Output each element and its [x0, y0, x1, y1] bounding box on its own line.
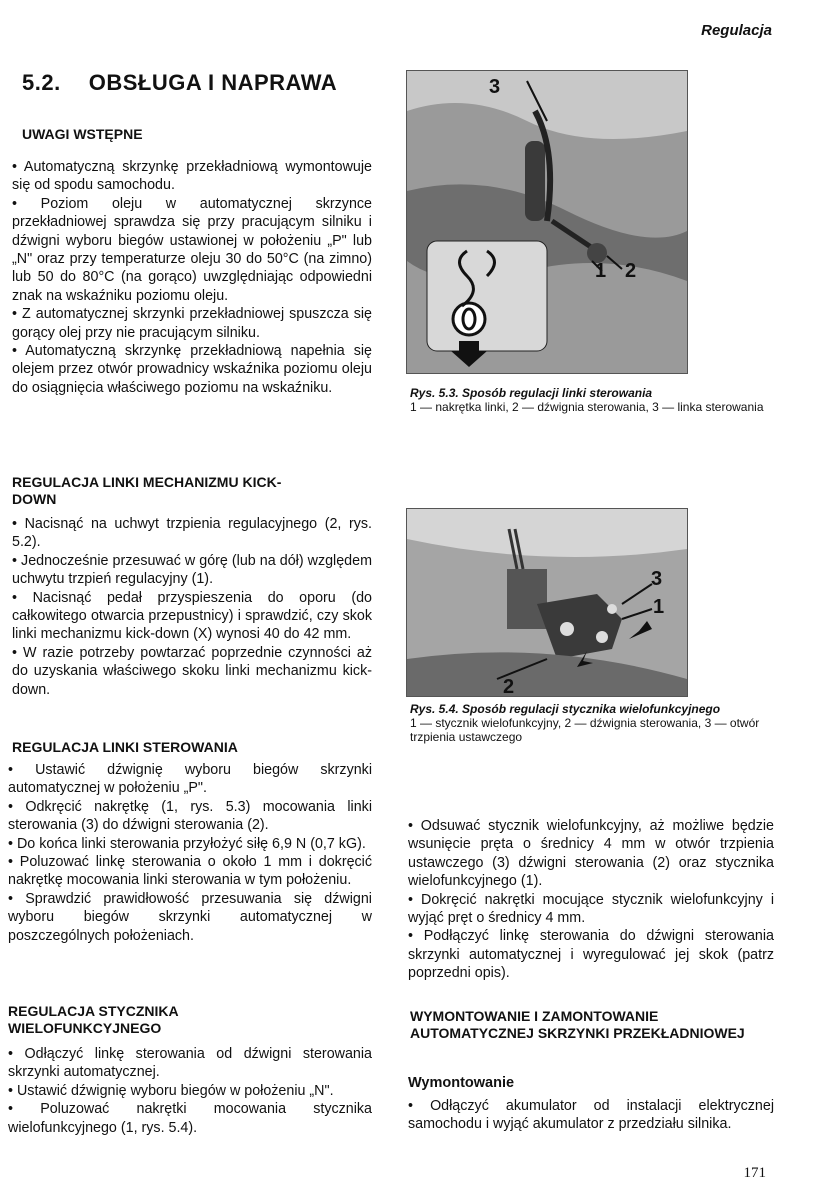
list-item: • Automatyczną skrzynkę przekładniową napełnia się olejem przez otwór prowadnicy wskaźnika poziomu oleju do osiągnięcia właściwego poziomu na wskaźniku. [12, 342, 372, 397]
list-uwagi [12, 158, 372, 397]
list-item: • Odsuwać stycznik wielofunkcyjny, aż możliwe będzie wsunięcie pręta o średnicy 4 mm w otwór trzpienia ustawczego (3) dźwigni sterowania (2) oraz stycznika wielofunkcyjnego (1). [408, 817, 774, 891]
list-item: • Z automatycznej skrzynki przekładniowej spuszcza się gorący olej przy nie pracującym silniku. [12, 305, 372, 342]
caption-5-3 [410, 386, 780, 414]
list-item: • Nacisnąć pedał przyspieszenia do oporu (do całkowitego otwarcia przepustnicy) i sprawdzić, czy skok linki mechanizmu kick-down (X) wynosi 40 do 42 mm. [12, 589, 372, 644]
figure-5-3 [406, 70, 688, 374]
list-kickdown [12, 515, 372, 699]
label-3: 3 [489, 76, 501, 98]
caption-title: Rys. 5.3. Sposób regulacji linki sterowania [410, 386, 653, 400]
list-stycznik-cont [408, 817, 774, 983]
list-item: • Podłączyć linkę sterowania do dźwigni sterowania skrzynki automatycznej i wyregulować jej skok (patrz poprzedni opis). [408, 927, 774, 982]
section-title [22, 70, 337, 96]
list-item: • Poluzować nakrętki mocowania stycznika wielofunkcyjnego (1, rys. 5.4). [8, 1100, 372, 1137]
list-item: • Nacisnąć na uchwyt trzpienia regulacyjnego (2, rys. 5.2). [12, 515, 372, 552]
label-1: 1 [653, 596, 665, 618]
list-item: • Automatyczną skrzynkę przekładniową wymontowuje się od spodu samochodu. [12, 158, 372, 195]
heading-stycznik: REGULACJA STYCZNIKA WIELOFUNKCYJNEGO [8, 1003, 179, 1036]
heading-uwagi: UWAGI WSTĘPNE [22, 126, 143, 142]
page-number: 171 [743, 1165, 766, 1181]
list-item: • Ustawić dźwignię wyboru biegów w położeniu „N". [8, 1082, 372, 1100]
caption-title: Rys. 5.4. Sposób regulacji stycznika wielofunkcyjnego [410, 702, 721, 716]
heading-wymontowanie-zamontowanie: WYMONTOWANIE I ZAMONTOWANIE AUTOMATYCZNEJ SKRZYNKI PRZEKŁADNIOWEJ [410, 1008, 745, 1041]
list-item: • Odłączyć akumulator od instalacji elektrycznej samochodu i wyjąć akumulator z przedziału silnika. [408, 1097, 774, 1134]
label-2: 2 [625, 260, 637, 282]
figure-5-4-illustration [407, 509, 687, 696]
list-item: • Odkręcić nakrętkę (1, rys. 5.3) mocowania linki sterowania (3) do dźwigni sterowania (2). [8, 798, 372, 835]
list-item: • Sprawdzić prawidłowość przesuwania się dźwigni wyboru biegów skrzynki automatycznej w poszczególnych położeniach. [8, 890, 372, 945]
list-item: • Odłączyć linkę sterowania od dźwigni sterowania skrzynki automatycznej. [8, 1045, 372, 1082]
list-item: • Dokręcić nakrętki mocujące stycznik wielofunkcyjny i wyjąć pręt o średnicy 4 mm. [408, 891, 774, 928]
section-number: 5.2. [22, 70, 61, 95]
label-1: 1 [595, 260, 607, 282]
list-item: • W razie potrzeby powtarzać poprzednie czynności aż do uzyskania właściwego skoku linki mechanizmu kick-down. [12, 644, 372, 699]
heading-linki-sterowania: REGULACJA LINKI STEROWANIA [12, 739, 238, 755]
label-2: 2 [503, 676, 515, 696]
heading-kickdown: REGULACJA LINKI MECHANIZMU KICK-DOWN [12, 474, 282, 507]
section-name: OBSŁUGA I NAPRAWA [88, 70, 338, 95]
figure-5-3-illustration [407, 71, 687, 373]
caption-text: 1 — stycznik wielofunkcyjny, 2 — dźwignia sterowania, 3 — otwór trzpienia ustawczego [410, 716, 760, 744]
list-item: • Jednocześnie przesuwać w górę (lub na dół) względem uchwytu trzpień regulacyjny (1). [12, 552, 372, 589]
caption-text: 1 — nakrętka linki, 2 — dźwignia sterowania, 3 — linka sterowania [410, 400, 764, 414]
figure-5-4 [406, 508, 688, 697]
list-stycznik [8, 1045, 372, 1137]
list-wymontowanie [408, 1097, 774, 1134]
running-header: Regulacja [701, 22, 772, 39]
list-item: • Do końca linki sterowania przyłożyć siłę 6,9 N (0,7 kG). [8, 835, 372, 853]
subheading-wymontowanie: Wymontowanie [408, 1075, 515, 1091]
list-linki-sterowania [8, 761, 372, 945]
list-item: • Ustawić dźwignię wyboru biegów skrzynki automatycznej w położeniu „P". [8, 761, 372, 798]
label-3: 3 [651, 568, 663, 590]
caption-5-4 [410, 702, 790, 744]
list-item: • Poziom oleju w automatycznej skrzynce przekładniowej sprawdza się przy pracującym silniku i dźwigni wyboru biegów ustawionej w położeniu „P" lub „N" oraz przy temperaturze oleju 30 do 50°C (na zimno) lub 50 do 80°C (na gorąco) uwzględniając odpowiedni znak na wskaźniku poziomu oleju. [12, 195, 372, 305]
list-item: • Poluzować linkę sterowania o około 1 mm i dokręcić nakrętkę mocowania linki sterowania w tym położeniu. [8, 853, 372, 890]
